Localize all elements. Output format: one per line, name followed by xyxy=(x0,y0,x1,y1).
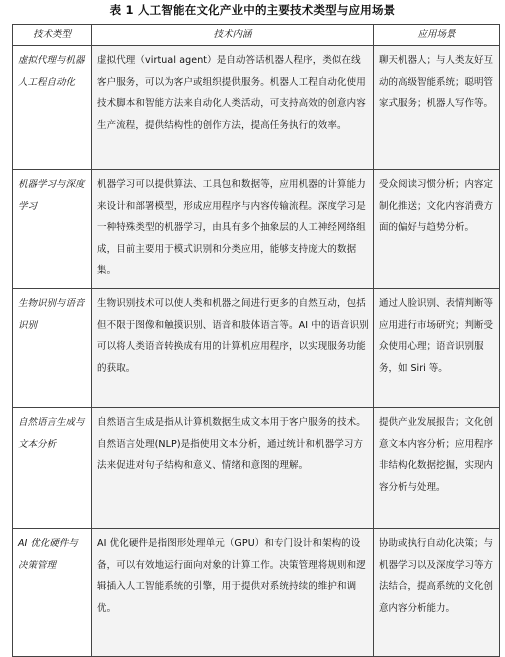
cell-technology-type: 生物识别与语音识别 xyxy=(13,289,92,408)
cell-application-scenario: 通过人脸识别、表情判断等应用进行市场研究；判断受众使用心理；语音识别服务，如 Siri 等。 xyxy=(374,289,500,408)
table-caption: 表 1 人工智能在文化产业中的主要技术类型与应用场景 xyxy=(109,3,396,17)
table-header-row xyxy=(13,25,500,46)
cell-application-scenario: 提供产业发展报告；文化创意文本内容分析；应用程序非结构化数据挖掘，实现内容分析与处理。 xyxy=(374,408,500,529)
cell-application-scenario: 受众阅读习惯分析；内容定制化推送；文化内容消费方面的偏好与趋势分析。 xyxy=(374,170,500,289)
table-row xyxy=(13,46,500,170)
cell-technology-content: 自然语言生成是指从计算机数据生成文本用于客户服务的技术。自然语言处理(NLP)是指使用文本分析，通过统计和机器学习方法来促进对句子结构和意义、情绪和意图的理解。 xyxy=(92,408,374,529)
header-application-scenario: 应用场景 xyxy=(374,25,500,46)
cell-technology-type: 虚拟代理与机器人工程自动化 xyxy=(13,46,92,170)
table-row xyxy=(13,529,500,657)
cell-technology-content: AI 优化硬件是指图形处理单元（GPU）和专门设计和架构的设备，可以有效地运行面向对象的计算工作。决策管理将规则和逻辑插入人工智能系统的引擎，用于提供对系统持续的维护和调优。 xyxy=(92,529,374,657)
cell-technology-type: AI 优化硬件与决策管理 xyxy=(13,529,92,657)
technology-table xyxy=(12,24,500,657)
header-technology-content: 技术内涵 xyxy=(92,25,374,46)
cell-application-scenario: 聊天机器人；与人类友好互动的高级智能系统；聪明管家式服务；机器人写作等。 xyxy=(374,46,500,170)
cell-technology-content: 生物识别技术可以使人类和机器之间进行更多的自然互动，包括但不限于图像和触摸识别、语音和肢体语言等。AI 中的语音识别可以将人类语音转换成有用的计算机应用程序，以实现服务功能的获取。 xyxy=(92,289,374,408)
cell-technology-content: 机器学习可以提供算法、工具包和数据等，应用机器的计算能力来设计和部署模型，形成应用程序与内容传输流程。深度学习是一种特殊类型的机器学习，由具有多个抽象层的人工神经网络组成，目前主要用于模式识别和分类应用，能够支持庞大的数据集。 xyxy=(92,170,374,289)
cell-application-scenario: 协助或执行自动化决策；与机器学习以及深度学习等方法结合，提高系统的文化创意内容分析能力。 xyxy=(374,529,500,657)
cell-technology-type: 自然语言生成与文本分析 xyxy=(13,408,92,529)
table-row xyxy=(13,170,500,289)
table-row xyxy=(13,289,500,408)
header-technology-type: 技术类型 xyxy=(13,25,92,46)
table-row xyxy=(13,408,500,529)
cell-technology-content: 虚拟代理（virtual agent）是自动答话机器人程序，类似在线客户服务，可以为客户或组织提供服务。机器人工程自动化使用技术脚本和智能方法来自动化人类活动，可支持高效的创意内容生产流程，提供结构性的创作方法，提高任务执行的效率。 xyxy=(92,46,374,170)
cell-technology-type: 机器学习与深度学习 xyxy=(13,170,92,289)
